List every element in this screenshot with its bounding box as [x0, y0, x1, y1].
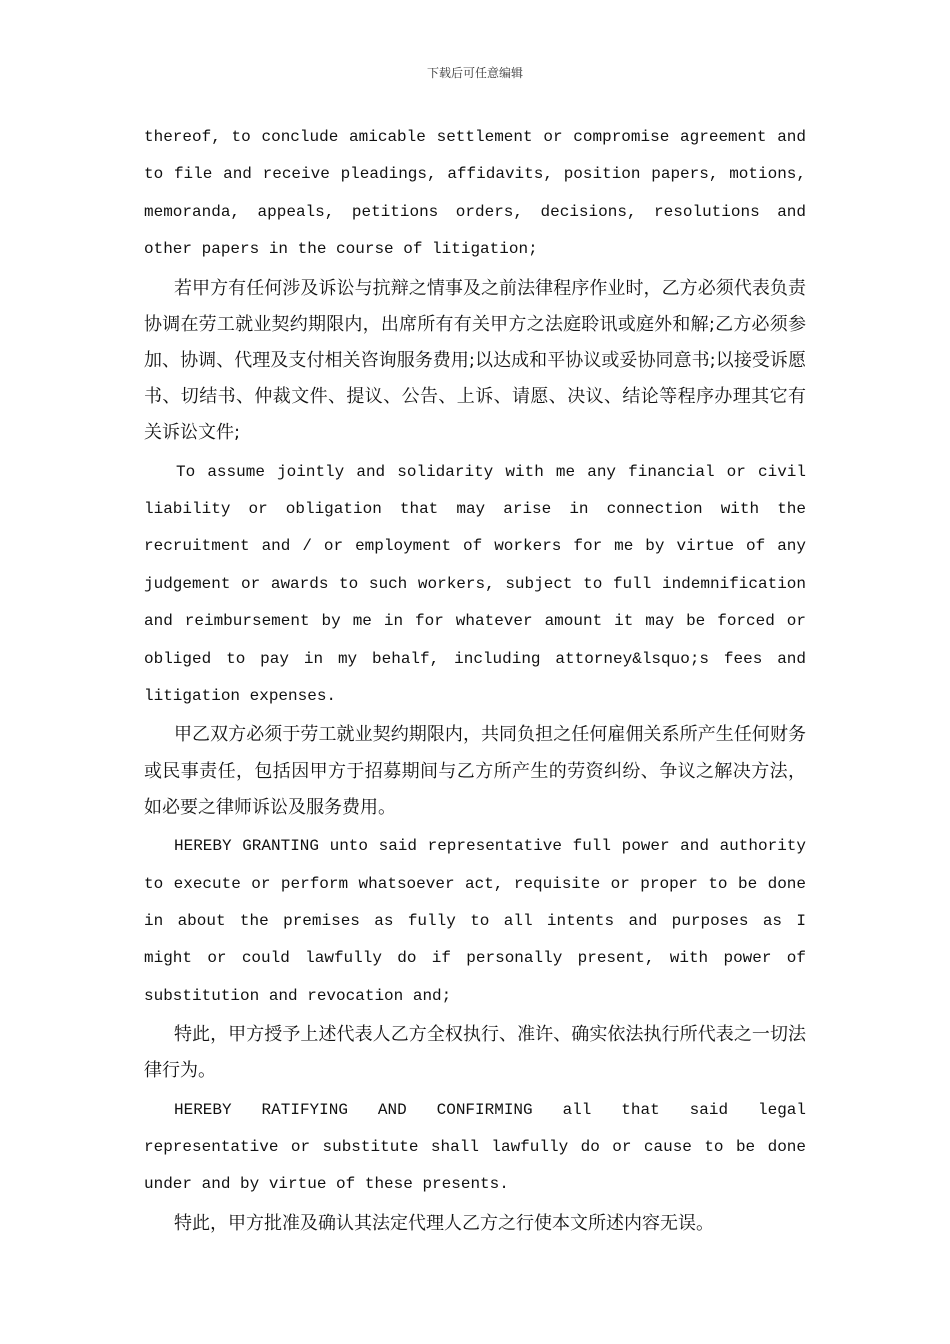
paragraph-granting-power-cn: 特此，甲方授予上述代表人乙方全权执行、准许、确实依法执行所代表之一切法律行为。 [144, 1024, 806, 1082]
paragraph-litigation-powers-en: thereof, to conclude amicable settlement or compromise agreement and to file and receive pleadings, affidavits, position papers, motions, memoranda, appeals, petitions orders, decisions, resolutions and other papers in the course of litigation; [144, 128, 806, 259]
paragraph-litigation-powers-cn: 若甲方有任何涉及诉讼与抗辩之情事及之前法律程序作业时，乙方必须代表负责协调在劳工就业契约期限内，出席所有有关甲方之法庭聆讯或庭外和解;乙方必须参加、协调、代理及支付相关咨询服务费用;以达成和平协议或妥协同意书;以接受诉愿书、切结书、仲裁文件、提议、公告、上诉、请愿、决议、结论等程序办理其它有关诉讼文件; [144, 277, 806, 444]
document-body [144, 119, 806, 1244]
paragraph-granting-power-en: HEREBY GRANTING unto said representative full power and authority to execute or perform whatsoever act, requisite or proper to be done in about the premises as fully to all intents and purposes as I might or could lawfully do if personally present, with power of substitution and revocation and; [144, 837, 806, 1005]
page-header: 下载后可任意编辑 [426, 66, 523, 80]
paragraph-ratifying-en: HEREBY RATIFYING AND CONFIRMING all that said legal representative or substitute shall lawfully do or cause to be done under and by virtue of these presents. [144, 1100, 806, 1194]
paragraph-joint-liability-cn: 甲乙双方必须于劳工就业契约期限内，共同负担之任何雇佣关系所产生任何财务或民事责任，包括因甲方于招募期间与乙方所产生的劳资纠纷、争议之解决方法，如必要之律师诉讼及服务费用。 [144, 724, 806, 818]
paragraph-joint-liability-en: To assume jointly and solidarity with me any financial or civil liability or obligation that may arise in connection with the recruitment and / or employment of workers for me by virtue of any judgement or awards to such workers, subject to full indemnification and reimbursement by me in for whatever amount it may be forced or obliged to pay in my behalf, including attorney&lsquo;s fees and litigation expenses. [144, 462, 806, 706]
paragraph-ratifying-cn: 特此，甲方批准及确认其法定代理人乙方之行使本文所述内容无误。 [174, 1212, 714, 1234]
